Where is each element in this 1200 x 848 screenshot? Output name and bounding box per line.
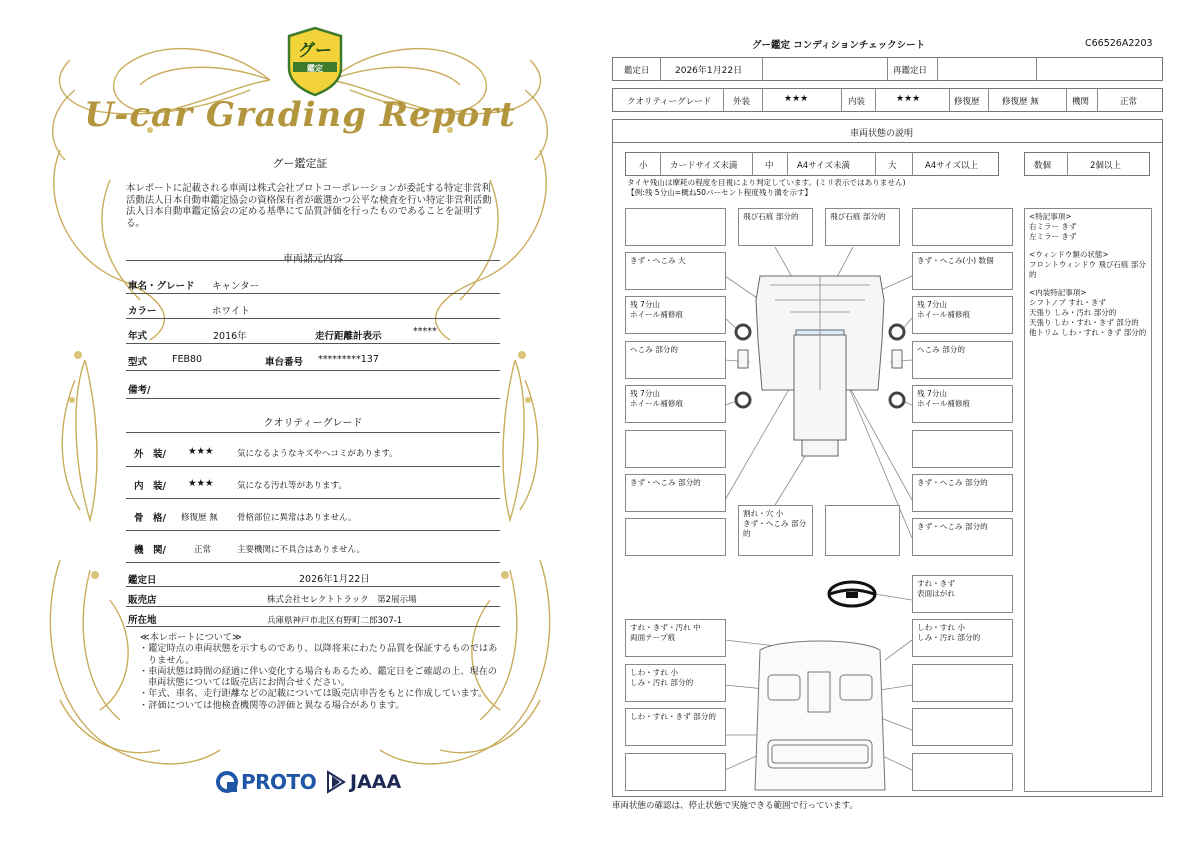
- steering-wheel-icon: [829, 582, 875, 606]
- damage-box-r5: 残 7分山 ホイール補修痕: [912, 385, 1013, 423]
- damage-box-r8: きず・へこみ 部分的: [912, 518, 1013, 556]
- svg-text:グー: グー: [298, 41, 332, 61]
- quality-frame-value: 修復歴 無: [181, 513, 218, 523]
- size-large-desc: A4サイズ以上: [925, 161, 979, 171]
- spec-chassis-value: *********137: [318, 354, 379, 365]
- svg-text:鑑定: 鑑定: [307, 64, 323, 73]
- grade-label: クオリティーグレード: [627, 97, 712, 107]
- spec-name-value: キャンター: [212, 281, 260, 292]
- sheet-interior-value: ★★★: [896, 94, 921, 104]
- spec-name-label: 車名・グレード: [128, 281, 195, 292]
- damage-box-l5: 残 7分山 ホイール補修痕: [625, 385, 726, 423]
- window-notes-title: <ウィンドウ類の状態>: [1029, 250, 1109, 259]
- spec-chassis-label: 車台番号: [265, 357, 304, 368]
- sheet-title: グー鑑定 コンディションチェックシート: [752, 40, 926, 51]
- damage-box-bot2: 割れ・穴 小 きず・へこみ 部分的: [738, 505, 813, 556]
- condition-heading: 車両状態の説明: [850, 129, 914, 139]
- damage-box-empty: [825, 505, 900, 556]
- damage-box-l3: 残 7分山 ホイール補修痕: [625, 296, 726, 334]
- size-count: 数個: [1034, 161, 1052, 171]
- quality-frame-comment: 骨格部位に異常はありません。: [237, 513, 357, 523]
- quality-interior-comment: 気になる汚れ等があります。: [237, 481, 347, 491]
- damage-box-r10: しわ・すれ 小 しみ・汚れ 部分的: [912, 619, 1013, 657]
- sheet-repair-value: 修復歴 無: [1002, 97, 1039, 107]
- spec-model-label: 型式: [128, 357, 148, 368]
- interior-note: シフトノブ すれ・きず: [1029, 298, 1106, 307]
- sheet-repair-label: 修復歴: [954, 97, 980, 107]
- shop-value: 株式会社セレクトトラック 第2展示場: [267, 595, 417, 605]
- size-medium-desc: A4サイズ未満: [797, 161, 851, 171]
- spec-remarks-label: 備考/: [128, 385, 151, 396]
- size-count-desc: 2個以上: [1090, 161, 1121, 171]
- damage-box-l2: きず・へこみ 大: [625, 252, 726, 290]
- date-label: 鑑定日: [128, 575, 157, 586]
- interior-notes-title: <内装特記事項>: [1029, 288, 1087, 297]
- damage-box-l11: しわ・すれ 小 しみ・汚れ 部分的: [625, 664, 726, 702]
- special-note: 右ミラー きず: [1029, 222, 1077, 231]
- address-value: 兵庫県神戸市北区有野町二郎307-1: [267, 616, 403, 626]
- damage-box-r9: すれ・きず 表面はがれ: [912, 575, 1013, 613]
- proto-logo-text: PROTO: [241, 770, 317, 794]
- damage-box-empty: [912, 753, 1013, 791]
- damage-box-top3: 飛び石痕 部分的: [825, 208, 900, 246]
- size-small: 小: [639, 161, 648, 171]
- size-small-desc: カードサイズ未満: [670, 161, 738, 171]
- quality-engine-value: 正常: [194, 545, 212, 555]
- proto-mark-icon: [216, 771, 238, 793]
- spec-color-label: カラー: [128, 306, 157, 317]
- sheet-interior-label: 内装: [848, 97, 866, 107]
- gu-kantei-badge: [289, 28, 341, 95]
- sheet-redate-label: 再鑑定日: [893, 66, 928, 76]
- damage-box-empty: [625, 208, 726, 246]
- sheet-date-value: 2026年1月22日: [675, 66, 743, 76]
- special-notes-title: <特記事項>: [1029, 212, 1072, 221]
- damage-box-r2: きず・へこみ(小) 数個: [912, 252, 1013, 290]
- jaaa-logo-text: JAAA: [350, 771, 402, 793]
- damage-box-r7: きず・へこみ 部分的: [912, 474, 1013, 512]
- sheet-engine-value: 正常: [1120, 97, 1138, 107]
- quality-exterior-label: 外 装/: [134, 449, 166, 460]
- report-notes: [126, 632, 500, 711]
- jaaa-mark-icon: [326, 770, 346, 794]
- damage-box-r3: 残 7分山 ホイール補修痕: [912, 296, 1013, 334]
- note-item: ・車両状態は時間の経過に伴い変化する場合もあるため、鑑定日をご確認の上、現在の車両状態については販売店にお問合せください。: [139, 665, 497, 689]
- spec-color-value: ホワイト: [212, 306, 250, 317]
- window-note: フロントウィンドウ 飛び石痕 部分的: [1029, 260, 1146, 279]
- tire-note: タイヤ残山は摩耗の程度を目視により判定しています。(ミリ表示ではありません): [627, 178, 906, 187]
- quality-heading: クオリティーグレード: [263, 418, 363, 429]
- certificate-intro: 本レポートに記載される車両は株式会社プロトコーポレーションが委託する特定非営利活動法人日本自動車鑑定協会の資格保有者が厳選かつ公平な検査を行い特定非営利活動法人日本自動車鑑定協会の定める基準にて品質評価を行ったものであることを証明する。: [126, 183, 492, 229]
- damage-box-empty: [912, 664, 1013, 702]
- note-item: ・鑑定時点の車両状態を示すものであり、以降将来にわたり品質を保証するものではありません。: [139, 643, 498, 666]
- spec-year-label: 年式: [128, 331, 148, 342]
- damage-box-empty: [912, 208, 1013, 246]
- spec-mileage-value: *****: [413, 326, 437, 337]
- interior-note: 天張り しみ・汚れ 部分的: [1029, 308, 1117, 317]
- spec-mileage-label: 走行距離計表示: [315, 331, 382, 342]
- quality-interior-value: ★★★: [188, 478, 214, 489]
- quality-frame-label: 骨 格/: [134, 513, 166, 524]
- certificate-subtitle: グー鑑定証: [272, 157, 328, 170]
- spec-year-value: 2016年: [213, 331, 247, 342]
- spec-heading: 車両諸元内容: [283, 254, 343, 265]
- size-medium: 中: [765, 161, 774, 171]
- spec-model-value: FEB80: [172, 354, 203, 365]
- notes-title: ≪本レポートについて≫: [140, 632, 242, 643]
- interior-note: 天張り しわ・すれ・きず 部分的: [1029, 318, 1139, 327]
- quality-engine-comment: 主要機関に不具合はありません。: [237, 545, 366, 555]
- proto-logo: [216, 770, 316, 794]
- damage-box-empty: [912, 430, 1013, 468]
- quality-exterior-value: ★★★: [188, 446, 214, 457]
- damage-box-l4: へこみ 部分的: [625, 341, 726, 379]
- damage-box-empty: [625, 753, 726, 791]
- jaaa-logo: [326, 770, 401, 794]
- report-title: U-car Grading Report: [84, 95, 516, 135]
- interior-note: 他トリム しわ・すれ・きず 部分的: [1029, 328, 1147, 337]
- quality-interior-label: 内 装/: [134, 481, 166, 492]
- damage-box-empty: [625, 518, 726, 556]
- address-label: 所在地: [128, 615, 157, 626]
- quality-exterior-comment: 気になるようなキズやヘコミがあります。: [237, 449, 398, 459]
- damage-box-l12: しわ・すれ・きず 部分的: [625, 708, 726, 746]
- note-item: ・年式、車名、走行距離などの記載については販売店申告をもとに作成しています。: [139, 688, 488, 700]
- date-value: 2026年1月22日: [299, 574, 370, 585]
- damage-box-top2: 飛び石痕 部分的: [738, 208, 813, 246]
- shop-label: 販売店: [128, 595, 157, 606]
- damage-box-l7: きず・へこみ 部分的: [625, 474, 726, 512]
- sheet-exterior-value: ★★★: [784, 94, 809, 104]
- special-notes-panel: [1024, 208, 1152, 792]
- sheet-id: C66526A2203: [1085, 38, 1153, 49]
- special-note: 左ミラー きず: [1029, 232, 1077, 241]
- damage-box-empty: [625, 430, 726, 468]
- quality-engine-label: 機 関/: [134, 545, 166, 556]
- damage-box-l10: すれ・きず・汚れ 中 両面テープ痕: [625, 619, 726, 657]
- size-large: 大: [888, 161, 897, 171]
- note-item: ・評価については他検査機関等の評価と異なる場合があります。: [139, 699, 405, 711]
- sheet-date-label: 鑑定日: [624, 66, 650, 76]
- damage-box-r4: へこみ 部分的: [912, 341, 1013, 379]
- sheet-footer: 車両状態の確認は、停止状態で実施できる範囲で行っています。: [612, 801, 858, 811]
- sheet-engine-label: 機関: [1072, 97, 1090, 107]
- tire-example: 【例:残 5分山=概ね50パーセント程度残り溝を示す】: [627, 188, 813, 197]
- damage-box-empty: [912, 708, 1013, 746]
- sheet-exterior-label: 外装: [733, 97, 751, 107]
